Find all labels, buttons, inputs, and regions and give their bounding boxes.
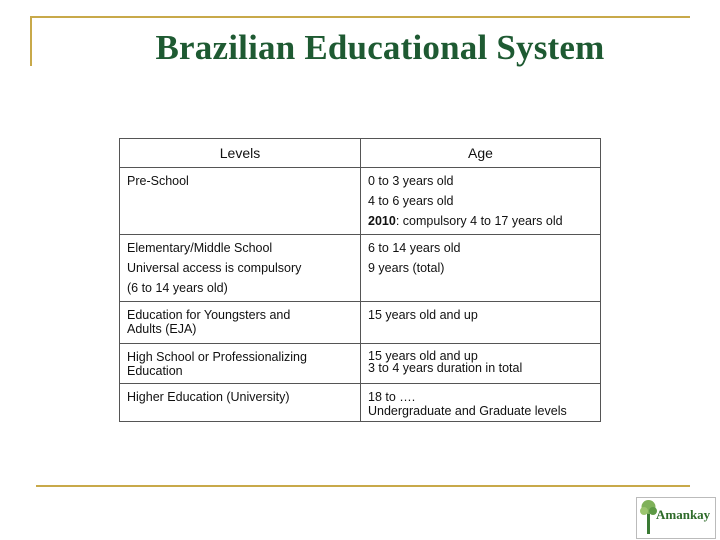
level-cell	[120, 344, 361, 384]
age-note	[368, 211, 593, 231]
levels-header: Levels	[120, 139, 361, 168]
level-cell	[120, 168, 361, 235]
top-rule	[30, 16, 690, 18]
table-header-row	[120, 139, 601, 168]
level-text: Education for Youngsters and	[127, 308, 291, 322]
age-cell	[361, 384, 601, 422]
age-note-text: : compulsory 4 to 17 years old	[395, 214, 563, 228]
level-cell	[120, 235, 361, 302]
level-text: High School or Professionalizing	[127, 350, 307, 364]
table-row	[120, 235, 601, 302]
age-cell	[361, 235, 601, 302]
table-row	[120, 344, 601, 384]
age-cell	[361, 168, 601, 235]
age-cell	[361, 302, 601, 344]
age-text: 15 years old and up	[368, 349, 478, 363]
age-text: 15 years old and up	[368, 308, 478, 322]
level-text: Higher Education (University)	[127, 390, 290, 404]
level-text: Pre-School	[127, 174, 189, 188]
age-text: 18 to ….	[368, 390, 416, 404]
level-text: (6 to 14 years old)	[127, 281, 228, 295]
age-text: Undergraduate and Graduate levels	[368, 404, 567, 418]
age-text: 6 to 14 years old	[368, 241, 461, 255]
page-title: Brazilian Educational System	[155, 28, 605, 67]
age-text: 0 to 3 years old	[368, 174, 454, 188]
table-row	[120, 384, 601, 422]
table-row	[120, 168, 601, 235]
amankay-logo	[636, 497, 716, 537]
age-text: 4 to 6 years old	[368, 194, 454, 208]
level-cell	[120, 302, 361, 344]
education-table	[119, 138, 601, 422]
level-text: Adults (EJA)	[127, 322, 197, 336]
level-text: Universal access is compulsory	[127, 261, 302, 275]
level-text: Education	[127, 364, 183, 378]
level-text: Elementary/Middle School	[127, 241, 273, 255]
age-note-year: 2010	[368, 214, 396, 228]
age-text: 3 to 4 years duration in total	[368, 361, 523, 375]
logo-name: Amankay	[656, 507, 711, 522]
age-header: Age	[361, 139, 601, 168]
bottom-rule	[36, 485, 690, 487]
age-text: 9 years (total)	[368, 261, 445, 275]
level-cell	[120, 384, 361, 422]
table-row	[120, 302, 601, 344]
age-cell	[361, 344, 601, 384]
